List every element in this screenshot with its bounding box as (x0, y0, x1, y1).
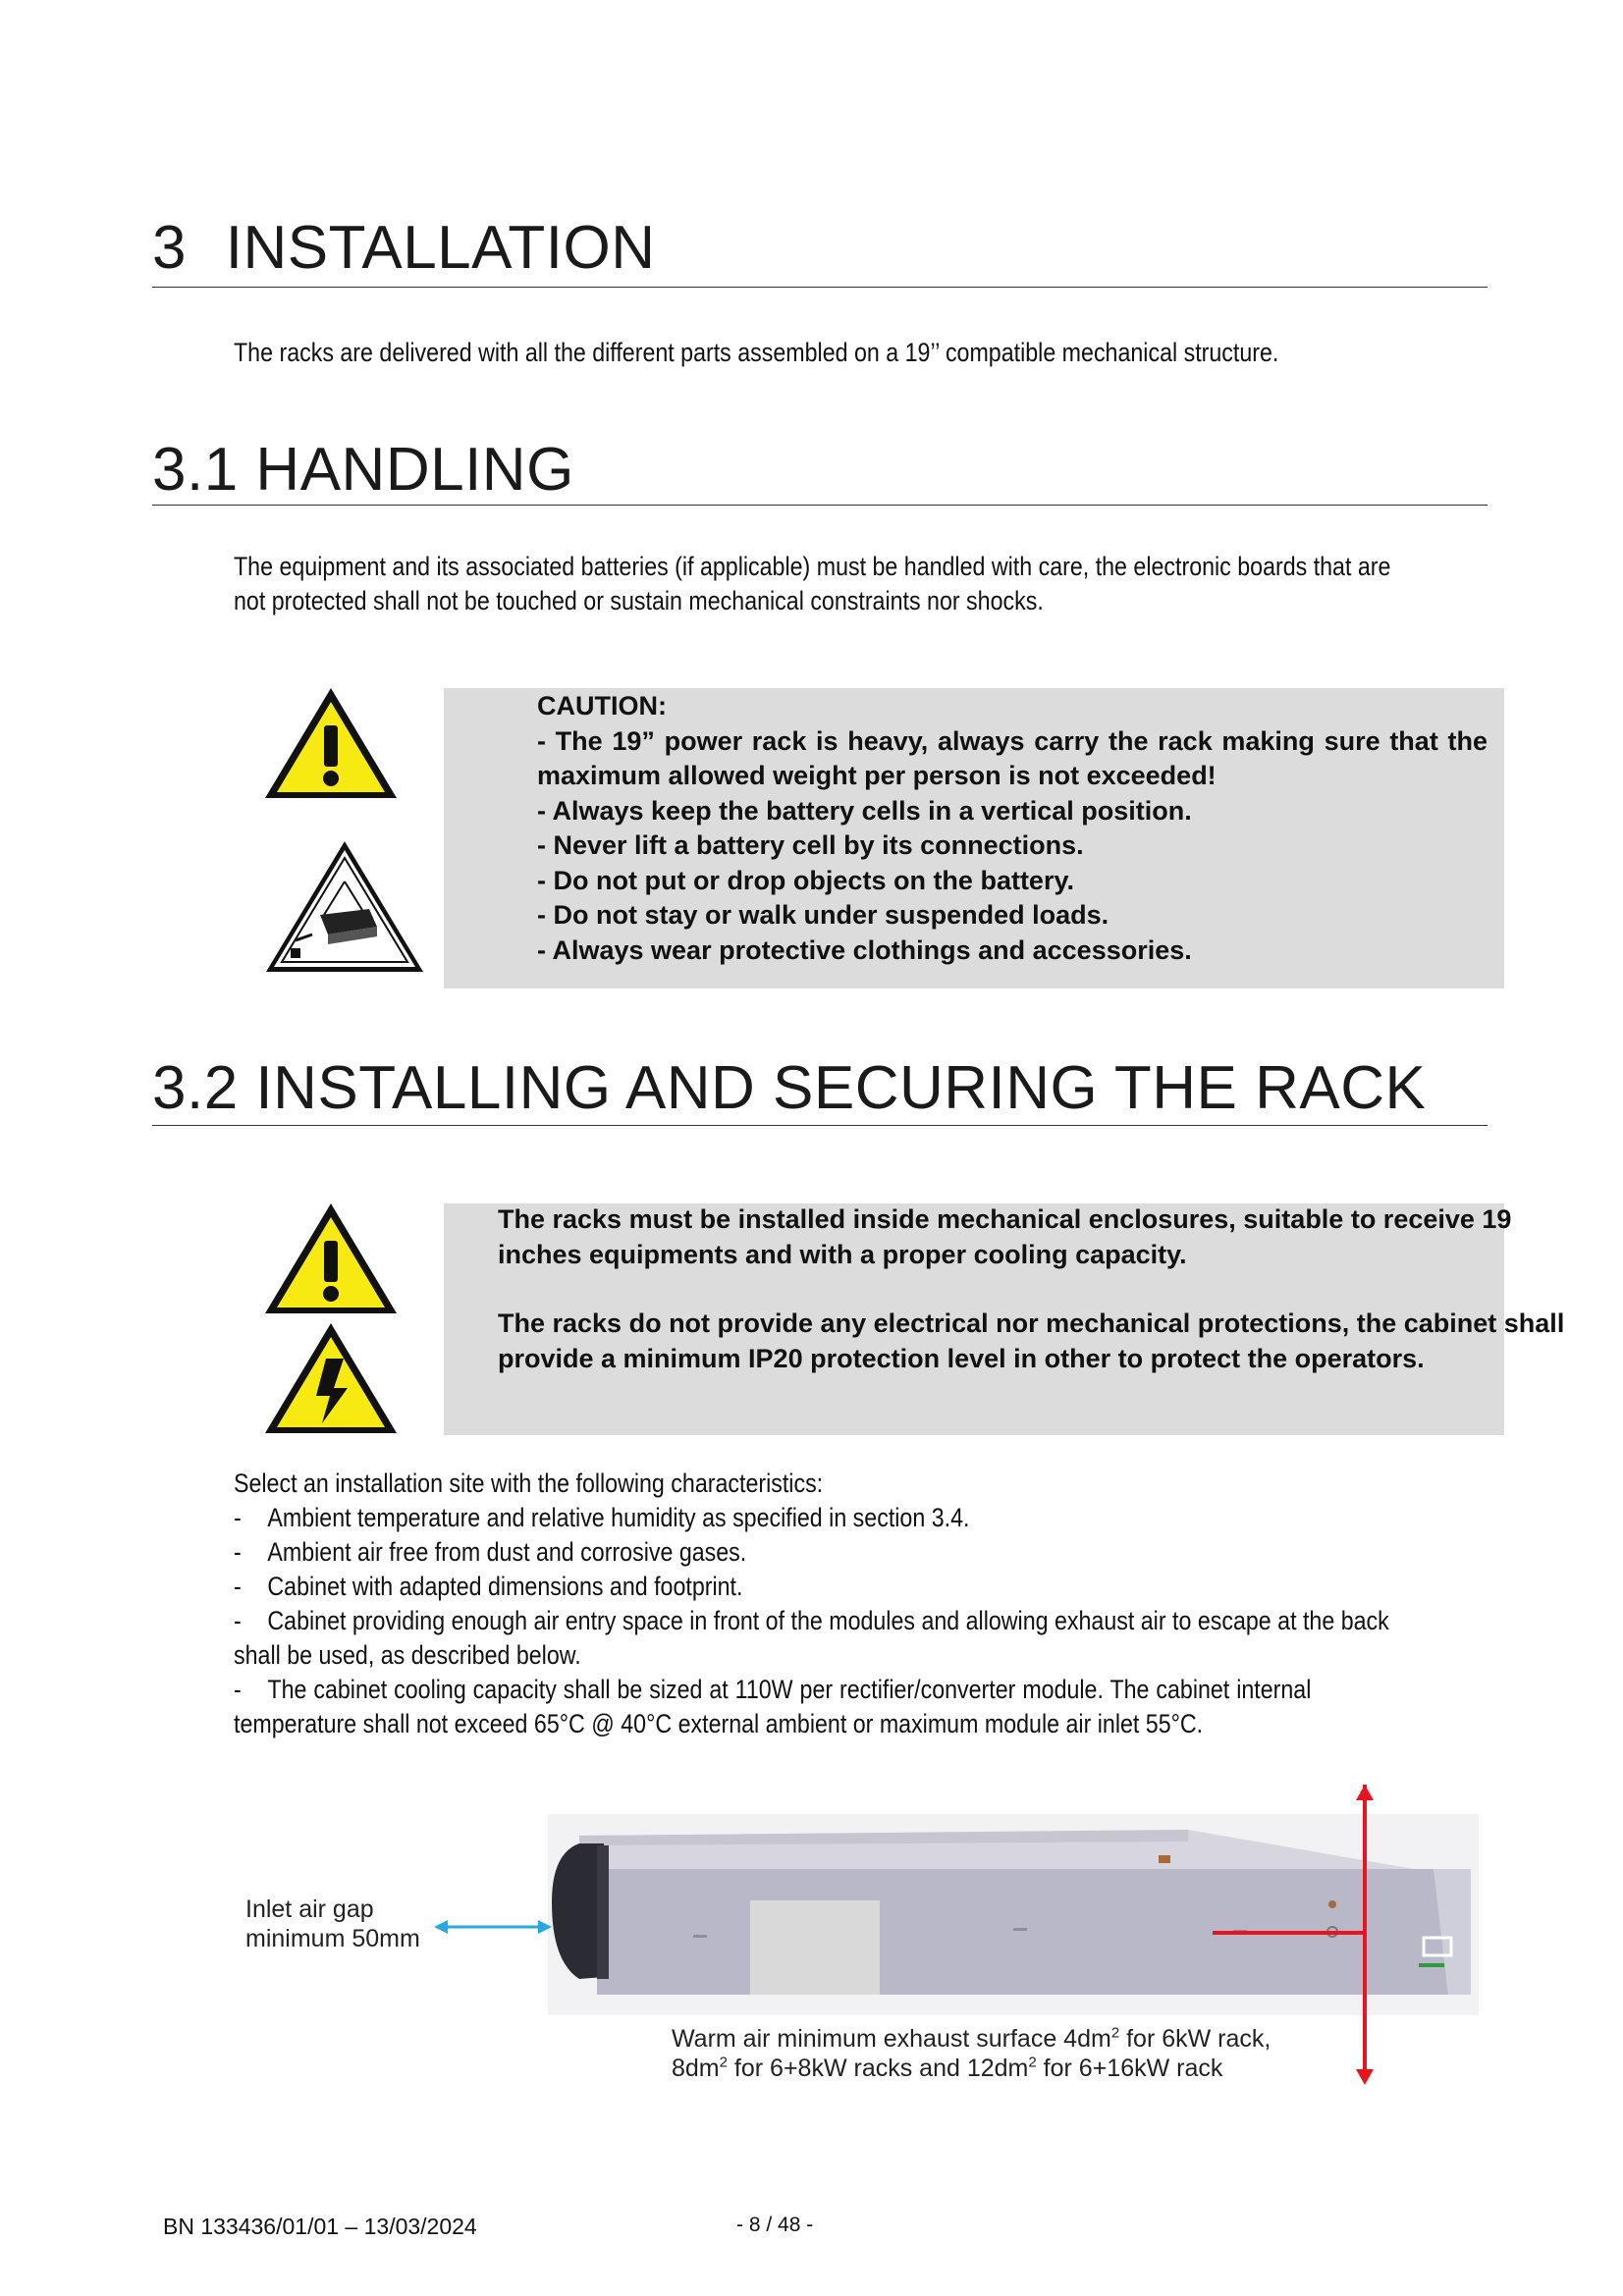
warning-line: inches equipments and with a proper cooling capacity. (498, 1239, 1187, 1269)
footer-page-number: - 8 / 48 - (736, 2214, 814, 2236)
section-3-1-rule (152, 505, 1488, 506)
section-3-heading (152, 214, 656, 282)
inlet-air-gap-label: Inlet air gap minimum 50mm (245, 1896, 420, 1952)
caution-line: - The 19” power rack is heavy, always carry the rack making sure that the (537, 725, 1488, 756)
list-item: - Ambient air free from dust and corrosive gases. (234, 1537, 747, 1567)
general-warning-icon (261, 1200, 401, 1317)
warning-line: provide a minimum IP20 protection level in other to protect the operators. (498, 1343, 1425, 1373)
list-item: - Cabinet providing enough air entry space in front of the modules and allowing exhaust air to escape at the back (234, 1606, 1389, 1635)
general-warning-icon (261, 684, 401, 802)
footer-doc-ref: BN 133436/01/01 – 13/03/2024 (163, 2214, 477, 2239)
site-intro: Select an installation site with the following characteristics: (234, 1468, 824, 1498)
section-3-number: 3 (152, 214, 187, 282)
section-3-title: INSTALLATION (225, 214, 656, 282)
section-3-2-rule (152, 1125, 1488, 1126)
exhaust-arrow-line (1363, 1792, 1367, 2077)
section-3-1-heading: 3.1 HANDLING (152, 436, 574, 504)
caution-line: - Do not put or drop objects on the battery. (537, 865, 1074, 895)
warning-line: The racks must be installed inside mechanical enclosures, suitable to receive 19 (498, 1204, 1512, 1234)
caution-text (537, 689, 1488, 968)
list-item-continuation: shall be used, as described below. (234, 1640, 581, 1670)
site-characteristics (234, 1467, 1487, 1741)
section-3-intro: The racks are delivered with all the different parts assembled on a 19’’ compatible mechanical structure. (234, 338, 1279, 367)
caution-line: - Never lift a battery cell by its connections. (537, 830, 1084, 860)
caution-heading: CAUTION: (537, 691, 667, 721)
warning-line: The racks do not provide any electrical nor mechanical protections, the cabinet shall (498, 1308, 1565, 1338)
caution-line: - Do not stay or walk under suspended loads. (537, 900, 1109, 930)
suspended-load-warning-icon (263, 838, 426, 976)
list-item-continuation: temperature shall not exceed 65°C @ 40°C external ambient or maximum module air inlet 55°C. (234, 1709, 1204, 1738)
list-item: - Cabinet with adapted dimensions and footprint. (234, 1572, 743, 1601)
list-item: - The cabinet cooling capacity shall be sized at 110W per rectifier/converter module. The cabinet internal (234, 1675, 1312, 1704)
section-3-2-heading: 3.2 INSTALLING AND SECURING THE RACK (152, 1054, 1427, 1122)
list-item: - Ambient temperature and relative humidity as specified in section 3.4. (234, 1503, 970, 1532)
caution-line: - Always keep the battery cells in a vertical position. (537, 795, 1192, 826)
warning-text (498, 1202, 1565, 1376)
section-3-rule (152, 287, 1488, 288)
section-3-1-paragraph: The equipment and its associated batteries (if applicable) must be handled with care, the electronic boards that are not protected shall not be touched or sustain mechanical constraints nor shocks. (234, 552, 1391, 615)
caution-line: - Always wear protective clothings and accessories. (537, 934, 1192, 965)
exhaust-surface-label: Warm air minimum exhaust surface $4dm^2$ for 6kW rack, $8dm^2$ for 6+8kW racks and $12dm^2$ for 6+16kW rack (672, 2024, 1271, 2082)
caution-line: maximum allowed weight per person is not exceeded! (537, 761, 1217, 790)
electrical-hazard-icon (261, 1319, 401, 1437)
